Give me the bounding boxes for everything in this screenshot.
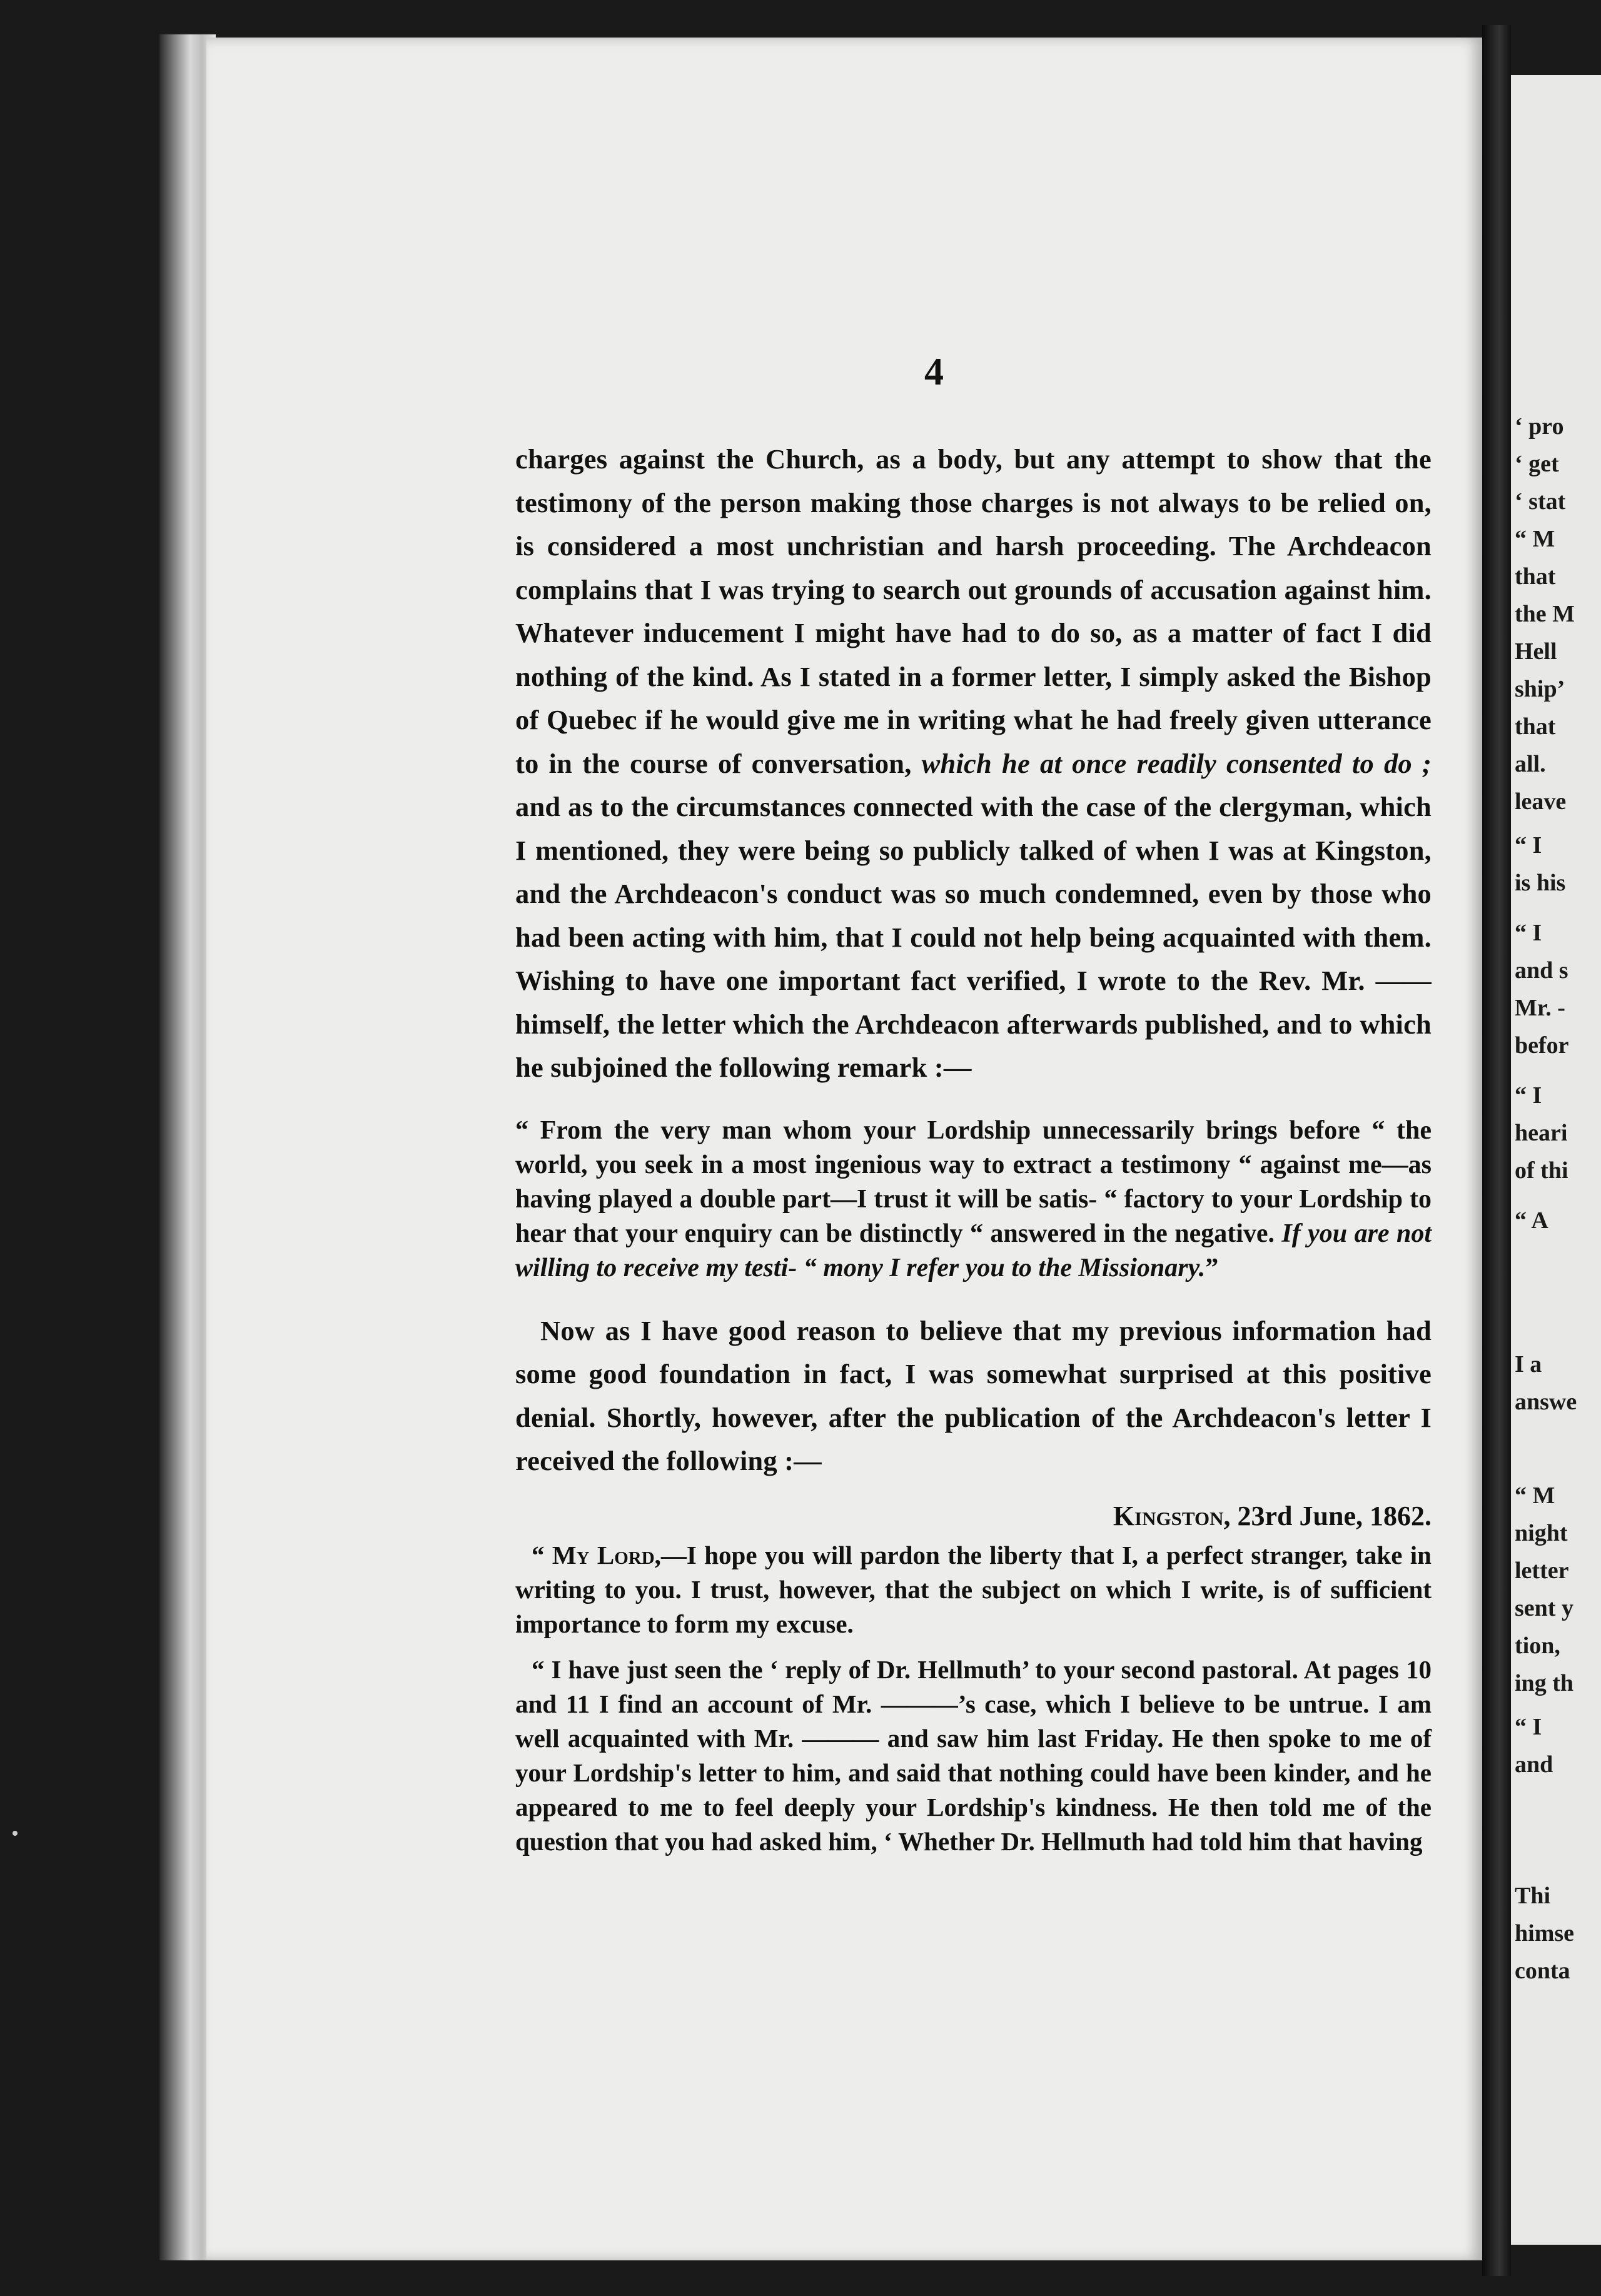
page-number: 4 bbox=[924, 351, 944, 393]
body-text bbox=[515, 438, 1432, 1859]
next-page-line: ing th bbox=[1515, 1670, 1573, 1696]
dateline-place: Kingston, bbox=[1113, 1500, 1231, 1531]
next-page-line: “ I bbox=[1515, 1714, 1542, 1740]
next-page-line: ship’ bbox=[1515, 676, 1565, 702]
next-page-line: night bbox=[1515, 1520, 1568, 1546]
next-page-line: letter bbox=[1515, 1558, 1569, 1584]
scan-speck bbox=[13, 1831, 18, 1836]
next-page-line: tion, bbox=[1515, 1633, 1560, 1659]
italic-phrase: which he at once readily consented to do ; bbox=[921, 747, 1432, 779]
next-page-line: and s bbox=[1515, 957, 1568, 984]
block-quote bbox=[515, 1114, 1432, 1286]
next-page-fragment bbox=[1511, 75, 1601, 2245]
letter-text: —I hope you will pardon the liberty that I, a perfect stranger, take in writing to you. I trust, however, that the subject on which I write, is of sufficient importance to form my excuse. bbox=[515, 1540, 1432, 1638]
next-page-line: “ M bbox=[1515, 526, 1555, 552]
next-page-line: all. bbox=[1515, 751, 1546, 777]
next-page-line: Hell bbox=[1515, 638, 1557, 665]
next-page-line: of thi bbox=[1515, 1157, 1568, 1184]
next-page-line: ‘ pro bbox=[1515, 413, 1564, 440]
next-page-line: Thi bbox=[1515, 1883, 1551, 1909]
paragraph-text: and as to the circumstances connected with the case of the clergyman, which I mentioned, they were being so publicly talked of when I was at Kingston, and the Archdeacon's conduct was so much condemned, even by those who had been acting with him, that I could not help being acquainted with them. Wishing to have one important fact verified, I wrote to the Rev. Mr. —— himself, the letter which the Archdeacon afterwards published, and to which he subjoined the following remark :— bbox=[515, 791, 1432, 1083]
quote-close: ” bbox=[1205, 1253, 1219, 1282]
next-page-line: that bbox=[1515, 713, 1556, 740]
next-page-line: ‘ stat bbox=[1515, 488, 1566, 515]
next-page-line: the M bbox=[1515, 601, 1575, 627]
paragraph-text: charges against the Church, as a body, but any attempt to show that the testimony of the person making those charges is not always to be relied on, is considered a most unchristian and harsh proceeding. The Archdeacon complains that I was trying to search out grounds of accusation against him. Whatever inducement I might have had to do so, as a matter of fact I did nothing of the kind. As I stated in a former letter, I simply asked the Bishop of Quebec if he would give me in writing what he had freely given utterance to in the course of conversation, bbox=[515, 443, 1432, 779]
next-page-line: himse bbox=[1515, 1920, 1574, 1946]
letter-dateline bbox=[515, 1494, 1432, 1538]
next-page-line: “ A bbox=[1515, 1207, 1548, 1234]
letter-salutation: “ My Lord, bbox=[532, 1540, 661, 1569]
next-page-line: that bbox=[1515, 563, 1556, 590]
paragraph: Now as I have good reason to believe that my previous information had some good foundation in fact, I was somewhat surprised at this positive denial. Shortly, however, after the publication of the Archdeacon's letter I received the following :— bbox=[515, 1314, 1432, 1476]
next-page-line: “ I bbox=[1515, 920, 1542, 946]
next-page-line: is his bbox=[1515, 870, 1566, 896]
next-page-line: Mr. - bbox=[1515, 995, 1565, 1021]
next-page-line: answe bbox=[1515, 1389, 1577, 1415]
next-page-line: “ I bbox=[1515, 832, 1542, 858]
next-page-line: ‘ get bbox=[1515, 451, 1559, 477]
book-gutter bbox=[1482, 25, 1511, 2276]
next-page-line: sent y bbox=[1515, 1595, 1573, 1621]
next-page-line: I a bbox=[1515, 1351, 1542, 1377]
letter-paragraph bbox=[515, 1538, 1432, 1641]
quote-italic: If you are not willing to receive my testi- “ mony I refer you to the Missionary. bbox=[515, 1219, 1432, 1282]
letter-paragraph: “ I have just seen the ‘ reply of Dr. Hellmuth’ to your second pastoral. At pages 10 and 11 I find an account of Mr. ———’s case, which I believe to be untrue. I am well acquainted with Mr. ——— and saw him last Friday. He then spoke to me of your Lordship's letter to him, and said that nothing could have been kinder, and he appeared to me to feel deeply your Lordship's kindness. He then told me of the question that you had asked him, ‘ Whether Dr. Hellmuth had told him that having bbox=[515, 1654, 1432, 1856]
next-page-line: leave bbox=[1515, 788, 1567, 815]
next-page-line: “ M bbox=[1515, 1483, 1555, 1509]
next-page-line: “ I bbox=[1515, 1082, 1542, 1109]
next-page-line: conta bbox=[1515, 1958, 1570, 1984]
paragraph-continuation bbox=[515, 438, 1432, 1090]
next-page-line: befor bbox=[1515, 1032, 1569, 1059]
quote-text: “ From the very man whom your Lordship unnecessarily brings before “ the world, you seek in a most ingenious way to extract a testimony “ against me—as having played a double part—I trust it will be satis- “ factory to your Lordship to hear that your enquiry can be distinctly “ answered in the negative. bbox=[515, 1115, 1432, 1248]
next-page-line: heari bbox=[1515, 1120, 1568, 1146]
next-page-line: and bbox=[1515, 1751, 1553, 1778]
dateline-date: 23rd June, 1862. bbox=[1237, 1500, 1432, 1531]
